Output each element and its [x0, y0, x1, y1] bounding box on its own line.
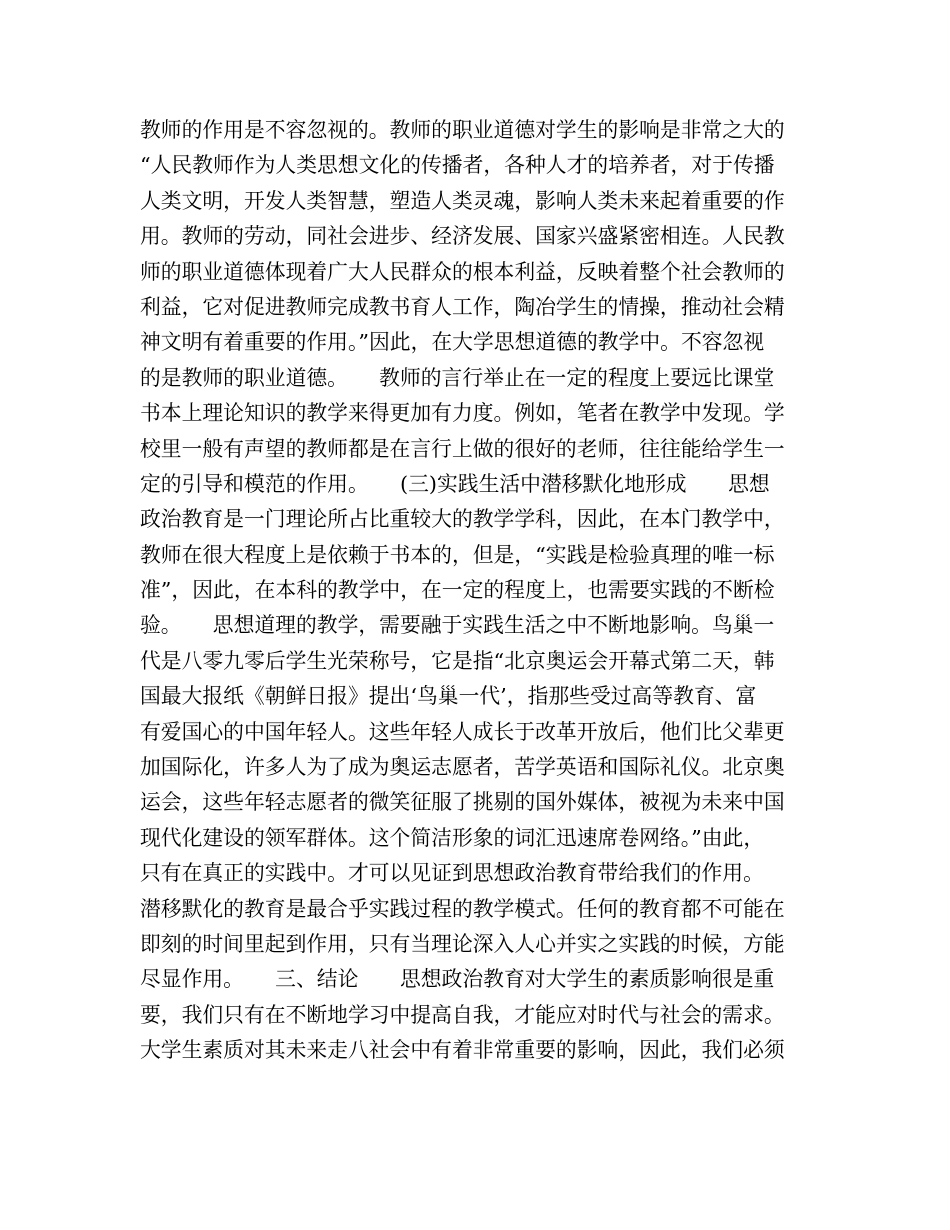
text-line: 师的职业道德体现着广大人民群众的根本利益，反映着整个社会教师的: [140, 259, 785, 284]
text-line: 的是教师的职业道德。 教师的言行举止在一定的程度上要远比课堂: [140, 365, 775, 390]
text-line: 要，我们只有在不断地学习中提高自我，才能应对时代与社会的需求。: [140, 1002, 785, 1027]
text-line: 神文明有着重要的作用。”因此，在大学思想道德的教学中。不容忽视: [140, 330, 765, 355]
text-line: 现代化建设的领军群体。这个简洁形象的词汇迅速席卷网络。”由此，: [140, 825, 765, 850]
text-line: 利益，它对促进教师完成教书育人工作，陶冶学生的情操，推动社会精: [140, 294, 785, 319]
text-line: 运会，这些年轻志愿者的微笑征服了挑剔的国外媒体，被视为未来中国: [140, 790, 785, 815]
text-line: 校里一般有声望的教师都是在言行上做的很好的老师，往往能给学生一: [140, 436, 785, 461]
text-line: 只有在真正的实践中。才可以见证到思想政治教育带给我们的作用。: [140, 861, 764, 886]
text-line: 定的引导和模范的作用。 (三)实践生活中潜移默化地形成 思想: [140, 471, 770, 496]
text-line: 代是八零九零后学生光荣称号，它是指“北京奥运会开幕式第二天，韩: [140, 648, 775, 673]
text-line: 大学生素质对其未来走八社会中有着非常重要的影响，因此，我们必须: [140, 1038, 785, 1063]
text-line: 验。 思想道理的教学，需要融于实践生活之中不断地影响。鸟巢一: [140, 613, 775, 638]
text-line: 人类文明，开发人类智慧，塑造人类灵魂，影响人类未来起着重要的作: [140, 188, 785, 213]
text-line: 有爱国心的中国年轻人。这些年轻人成长于改革开放后，他们比父辈更: [140, 719, 785, 744]
text-line: 教师的作用是不容忽视的。教师的职业道德对学生的影响是非常之大的: [140, 118, 785, 142]
text-line: 尽显作用。 三、结论 思想政治教育对大学生的素质影响很是重: [140, 967, 775, 992]
text-line: 用。教师的劳动，同社会进步、经济发展、国家兴盛紧密相连。人民教: [140, 224, 785, 249]
text-line: 加国际化，许多人为了成为奥运志愿者，苦学英语和国际礼仪。北京奥: [140, 755, 785, 780]
text-line: 准”，因此，在本科的教学中，在一定的程度上，也需要实践的不断检: [140, 578, 775, 603]
body-text: [140, 113, 820, 1069]
text-line: “人民教师作为人类思想文化的传播者，各种人才的培养者，对于传播: [140, 153, 775, 178]
text-line: 政治教育是一门理论所占比重较大的教学学科，因此，在本门教学中，: [140, 507, 785, 532]
text-line: 教师在很大程度上是依赖于书本的，但是，“实践是检验真理的唯一标: [140, 542, 775, 567]
text-line: 即刻的时间里起到作用，只有当理论深入人心并实之实践的时候，方能: [140, 931, 785, 956]
text-line: 国最大报纸《朝鲜日报》提出‘鸟巢一代’，指那些受过高等教育、富: [140, 684, 757, 709]
text-line: 书本上理论知识的教学来得更加有力度。例如，笔者在教学中发现。学: [140, 401, 785, 426]
text-line: 潜移默化的教育是最合乎实践过程的教学模式。任何的教育都不可能在: [140, 896, 785, 921]
